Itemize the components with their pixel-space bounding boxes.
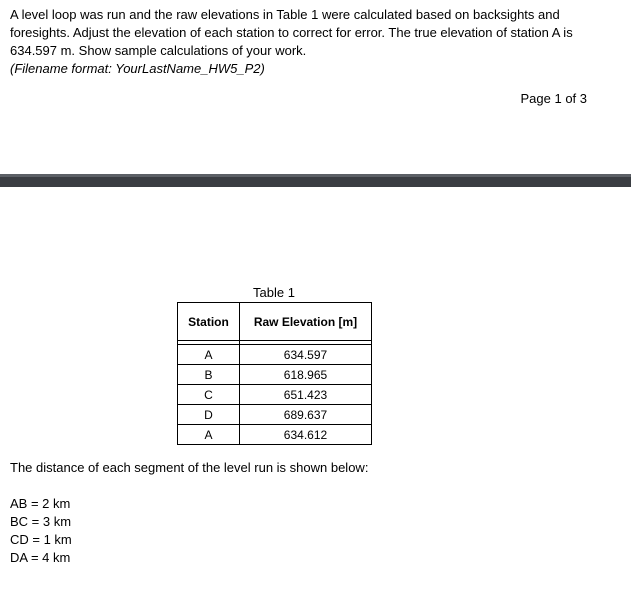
table-caption: Table 1 xyxy=(253,285,295,300)
station-cell: B xyxy=(178,365,240,385)
distance-item: AB = 2 km xyxy=(10,496,71,511)
elevation-cell: 618.965 xyxy=(240,365,372,385)
filename-format: (Filename format: YourLastName_HW5_P2) xyxy=(10,61,265,76)
elevation-cell: 634.612 xyxy=(240,425,372,445)
distance-item: CD = 1 km xyxy=(10,532,72,547)
table-row xyxy=(178,365,372,385)
station-cell: A xyxy=(178,345,240,365)
station-cell: A xyxy=(178,425,240,445)
problem-text: A level loop was run and the raw elevations in Table 1 were calculated based on backsights and foresights. Adjust the elevation of each station to correct for error. The true elevation of station A is 634.597 m. Show sample calculations of your work. xyxy=(10,7,573,58)
distance-intro: The distance of each segment of the level run is shown below: xyxy=(10,460,369,475)
distance-list xyxy=(10,495,72,567)
header-station: Station xyxy=(178,303,240,341)
header-raw-elevation: Raw Elevation [m] xyxy=(240,303,372,341)
problem-statement xyxy=(10,6,610,78)
table-row xyxy=(178,345,372,365)
table-row xyxy=(178,385,372,405)
elevation-table xyxy=(177,302,372,445)
station-cell: C xyxy=(178,385,240,405)
distance-item: BC = 3 km xyxy=(10,514,72,529)
table-row xyxy=(178,405,372,425)
page-number: Page 1 of 3 xyxy=(520,91,587,106)
station-cell: D xyxy=(178,405,240,425)
elevation-cell: 651.423 xyxy=(240,385,372,405)
elevation-cell: 634.597 xyxy=(240,345,372,365)
table-row xyxy=(178,425,372,445)
page-divider xyxy=(0,174,631,187)
table-header-row xyxy=(178,303,372,341)
distance-item: DA = 4 km xyxy=(10,550,71,565)
elevation-cell: 689.637 xyxy=(240,405,372,425)
